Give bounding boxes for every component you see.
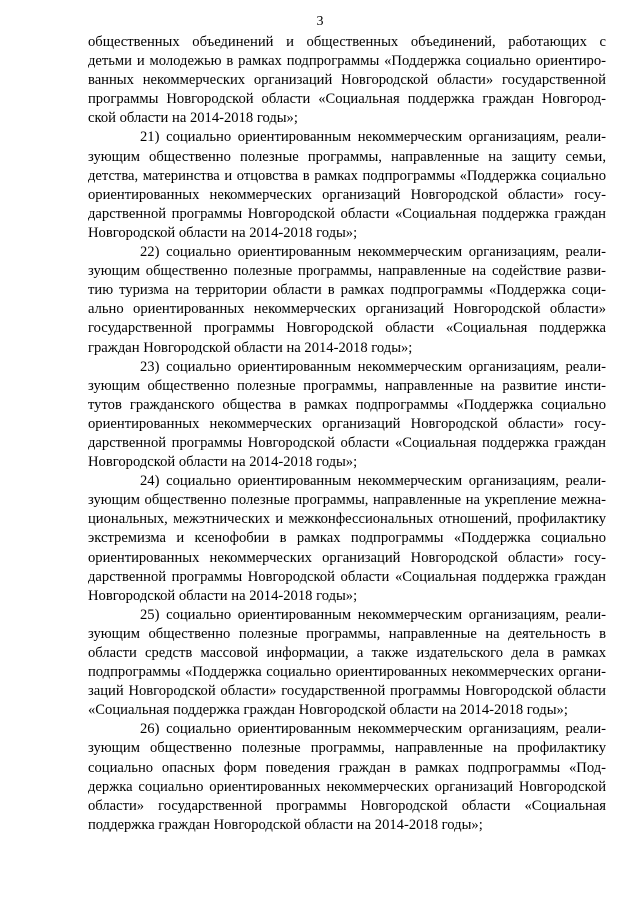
text-line: держка социально ориентированных некоммерческих организаций Новгородской <box>88 778 606 795</box>
text-line: 26) социально ориентированным некоммерческим организациям, реали- <box>140 721 606 738</box>
text-line: области средств массовой информации, а также издательского дела в рамках <box>88 645 606 661</box>
page-number: 3 <box>316 14 324 29</box>
paragraph <box>88 720 606 835</box>
text-line: зующим общественно полезные программы, направленные на содействие разви- <box>88 263 606 280</box>
text-line: экстремизма и ксенофобии в рамках подпрограммы «Поддержка социально <box>88 530 606 547</box>
text-line: дарственной программы Новгородской области «Социальная поддержка граждан <box>88 205 606 222</box>
text-line: детства, материнства и отцовства в рамках подпрограммы «Поддержка социально <box>88 167 606 184</box>
text-line: 24) социально ориентированным некоммерческим организациям, реали- <box>140 473 606 490</box>
paragraph <box>88 358 606 473</box>
text-line: Новгородской области на 2014-2018 годы»; <box>88 587 358 604</box>
text-line: 23) социально ориентированным некоммерческим организациям, реали- <box>140 358 606 375</box>
paragraph <box>88 606 606 721</box>
text-line: Новгородской области на 2014-2018 годы»; <box>88 224 358 241</box>
paragraph <box>88 472 606 606</box>
text-line: зующим общественно полезные программы, направленные на развитие инсти- <box>88 377 606 394</box>
text-line: тию туризма на территории области в рамках подпрограммы «Поддержка соци- <box>88 282 606 299</box>
document-body <box>88 33 606 835</box>
text-line: зующим общественно полезные программы, направленные на профилактику <box>88 740 606 757</box>
text-line: детьми и молодежью в рамках подпрограммы «Поддержка социально ориентиро- <box>88 53 606 70</box>
text-line: циональных, межэтнических и межконфессиональных отношений, профилактику <box>88 511 606 528</box>
text-line: социально опасных форм поведения граждан в рамках подпрограммы «Под- <box>88 759 606 776</box>
text-line: программы Новгородской области «Социальная поддержка граждан Новгород- <box>88 91 606 108</box>
text-line: зующим общественно полезные программы, направленные на защиту семьи, <box>88 148 606 165</box>
paragraph <box>88 128 606 243</box>
text-line: «Социальная поддержка граждан Новгородской области на 2014-2018 годы»; <box>88 702 568 719</box>
text-line: ориентированных некоммерческих организаций Новгородской области» госу- <box>88 549 606 566</box>
paragraph <box>88 33 606 128</box>
text-line: дарственной программы Новгородской области «Социальная поддержка граждан <box>88 568 606 585</box>
text-line: зующим общественно полезные программы, направленные на укрепление межна- <box>88 492 606 509</box>
text-line: государственной программы Новгородской области «Социальная поддержка <box>88 320 606 337</box>
text-line: 22) социально ориентированным некоммерческим организациям, реали- <box>140 244 606 261</box>
text-line: Новгородской области на 2014-2018 годы»; <box>88 454 358 471</box>
text-line: дарственной программы Новгородской области «Социальная поддержка граждан <box>88 434 606 451</box>
text-line: 25) социально ориентированным некоммерческим организациям, реали- <box>140 606 606 623</box>
text-line: поддержка граждан Новгородской области на 2014-2018 годы»; <box>88 816 483 833</box>
text-line: области» государственной программы Новгородской области «Социальная <box>88 797 606 814</box>
text-line: 21) социально ориентированным некоммерческим организациям, реали- <box>140 129 606 146</box>
text-line: ской области на 2014-2018 годы»; <box>88 110 298 127</box>
text-line: заций Новгородской области» государственной программы Новгородской области <box>88 683 606 700</box>
text-line: тутов гражданского общества в рамках подпрограммы «Поддержка социально <box>88 396 606 413</box>
text-line: ванных некоммерческих организаций Новгородской области» государственной <box>88 72 606 89</box>
paragraph <box>88 243 606 358</box>
text-line: ально ориентированных некоммерческих организаций Новгородской области» <box>88 301 606 318</box>
text-line: зующим общественно полезные программы, направленные на деятельность в <box>88 625 606 642</box>
text-line: ориентированных некоммерческих организаций Новгородской области» госу- <box>88 186 606 203</box>
text-line: граждан Новгородской области на 2014-2018 годы»; <box>88 339 413 356</box>
text-line: ориентированных некоммерческих организаций Новгородской области» госу- <box>88 415 606 432</box>
text-line: общественных объединений и общественных объединений, работающих с <box>88 34 606 50</box>
text-line: подпрограммы «Поддержка социально ориентированных некоммерческих органи- <box>88 664 606 681</box>
